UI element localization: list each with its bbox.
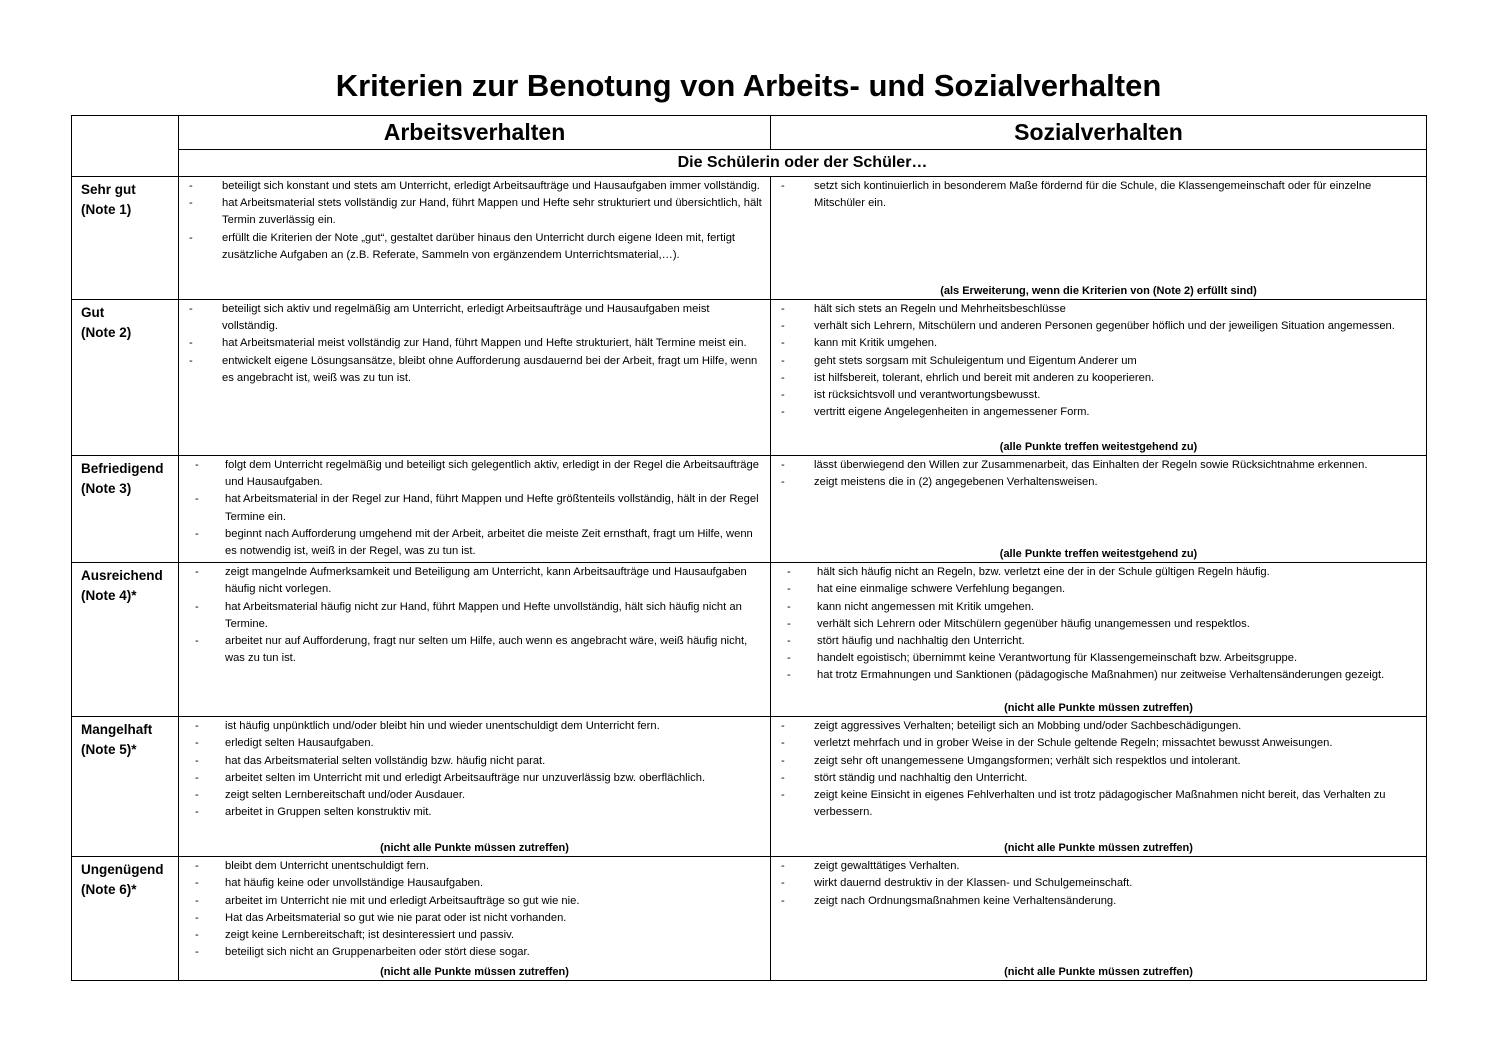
list-item: - hat das Arbeitsmaterial selten vollständig bzw. häufig nicht parat. (185, 753, 764, 770)
table-row (72, 563, 1427, 717)
list-item: - vertritt eigene Angelegenheiten in angemessener Form. (777, 404, 1420, 421)
social-criteria-list (777, 457, 1420, 491)
social-footnote: (nicht alle Punkte müssen zutreffen) (1004, 842, 1193, 855)
grade-cell (72, 300, 179, 456)
work-criteria-cell (179, 456, 771, 563)
list-item: - ist häufig unpünktlich und/oder bleibt hin und wieder unentschuldigt dem Unterricht fern. (185, 718, 764, 735)
list-item: - hat Arbeitsmaterial häufig nicht zur Hand, führt Mappen und Hefte unvollständig, hält sich häufig nicht an Termine. (185, 599, 764, 633)
social-footnote: (als Erweiterung, wenn die Kriterien von (Note 2) erfüllt sind) (940, 285, 1257, 297)
column-header-social: Sozialverhalten (771, 116, 1427, 150)
subheading: Die Schülerin oder der Schüler… (179, 150, 1427, 177)
social-criteria-list (777, 178, 1420, 212)
list-item: - zeigt keine Lernbereitschaft; ist desinteressiert und passiv. (185, 927, 764, 944)
table-row (72, 177, 1427, 300)
list-item: - handelt egoistisch; übernimmt keine Verantwortung für Klassengemeinschaft bzw. Arbeitsgruppe. (777, 650, 1420, 667)
work-criteria-cell (179, 300, 771, 456)
list-item: - lässt überwiegend den Willen zur Zusammenarbeit, das Einhalten der Regeln sowie Rücksichtnahme erkennen. (777, 457, 1420, 474)
grade-label: Befriedigend (81, 461, 164, 476)
work-criteria-cell (179, 177, 771, 300)
social-criteria-list (777, 301, 1420, 421)
list-item: - hat Arbeitsmaterial meist vollständig zur Hand, führt Mappen und Hefte strukturiert, hält Termine meist ein. (185, 335, 764, 352)
list-item: - arbeitet selten im Unterricht mit und erledigt Arbeitsaufträge nur unzuverlässig bzw. oberflächlich. (185, 770, 764, 787)
social-criteria-list (777, 564, 1420, 684)
list-item: - setzt sich kontinuierlich in besonderem Maße fördernd für die Schule, die Klassengemeinschaft oder für einzelne Mitschüler ein. (777, 178, 1420, 212)
grade-label: Gut (81, 305, 105, 320)
table-row (72, 717, 1427, 857)
grade-note: (Note 6)* (81, 882, 137, 898)
list-item: - hält sich häufig nicht an Regeln, bzw. verletzt eine der in der Schule gültigen Regeln häufig. (777, 564, 1420, 581)
grade-note: (Note 4)* (81, 588, 137, 604)
grade-note: (Note 1) (81, 202, 132, 217)
social-criteria-list (777, 718, 1420, 821)
list-item: - kann nicht angemessen mit Kritik umgehen. (777, 599, 1420, 616)
social-criteria-list (777, 858, 1420, 910)
social-footnote: (nicht alle Punkte müssen zutreffen) (1004, 966, 1193, 979)
list-item: - zeigt gewalttätiges Verhalten. (777, 858, 1420, 875)
work-criteria-list (185, 178, 764, 264)
list-item: - zeigt aggressives Verhalten; beteiligt sich an Mobbing und/oder Sachbeschädigungen. (777, 718, 1420, 735)
grade-cell (72, 717, 179, 857)
work-criteria-list (185, 301, 764, 387)
list-item: - zeigt meistens die in (2) angegebenen Verhaltensweisen. (777, 474, 1420, 491)
social-criteria-cell (771, 177, 1427, 300)
list-item: - stört häufig und nachhaltig den Unterricht. (777, 633, 1420, 650)
grade-label: Ungenügend (81, 862, 164, 878)
social-footnote: (nicht alle Punkte müssen zutreffen) (1004, 702, 1193, 715)
work-footnote: (nicht alle Punkte müssen zutreffen) (380, 842, 569, 855)
list-item: - ist rücksichtsvoll und verantwortungsbewusst. (777, 387, 1420, 404)
list-item: - bleibt dem Unterricht unentschuldigt fern. (185, 858, 764, 875)
list-item: - hat häufig keine oder unvollständige Hausaufgaben. (185, 875, 764, 892)
table-row (72, 857, 1427, 981)
page-title: Kriterien zur Benotung von Arbeits- und Sozialverhalten (335, 68, 1162, 103)
table-row (72, 300, 1427, 456)
list-item: - zeigt nach Ordnungsmaßnahmen keine Verhaltensänderung. (777, 893, 1420, 910)
list-item: - beteiligt sich nicht an Gruppenarbeiten oder stört diese sogar. (185, 944, 764, 961)
grade-cell (72, 857, 179, 981)
list-item: - kann mit Kritik umgehen. (777, 335, 1420, 352)
criteria-table (71, 115, 1427, 981)
list-item: - verhält sich Lehrern oder Mitschülern gegenüber häufig unangemessen und respektlos. (777, 616, 1420, 633)
list-item: - erfüllt die Kriterien der Note „gut“, gestaltet darüber hinaus den Unterricht durch eigene Ideen mit, fertigt zusätzliche Aufgaben an (z.B. Referate, Sammeln von ergänzendem Unterrichtsmaterial,…). (185, 230, 764, 264)
list-item: - verhält sich Lehrern, Mitschülern und anderen Personen gegenüber höflich und der jeweiligen Situation angemessen. (777, 318, 1420, 335)
list-item: - folgt dem Unterricht regelmäßig und beteiligt sich gelegentlich aktiv, erledigt in der Regel die Arbeitsaufträge und Hausaufgaben. (185, 457, 764, 491)
list-item: - zeigt sehr oft unangemessene Umgangsformen; verhält sich respektlos und intolerant. (777, 753, 1420, 770)
list-item: - ist hilfsbereit, tolerant, ehrlich und bereit mit anderen zu kooperieren. (777, 370, 1420, 387)
list-item: - zeigt keine Einsicht in eigenes Fehlverhalten und ist trotz pädagogischer Maßnahmen nicht bereit, das Verhalten zu verbessern. (777, 787, 1420, 821)
grade-cell (72, 456, 179, 563)
social-criteria-cell (771, 300, 1427, 456)
grade-note: (Note 2) (81, 325, 132, 340)
grade-note: (Note 3) (81, 481, 132, 496)
corner-cell (72, 116, 179, 177)
list-item: - beteiligt sich konstant und stets am Unterricht, erledigt Arbeitsaufträge und Hausaufgaben immer vollständig. (185, 178, 764, 195)
list-item: - zeigt selten Lernbereitschaft und/oder Ausdauer. (185, 787, 764, 804)
grade-label: Mangelhaft (81, 722, 153, 738)
column-header-work: Arbeitsverhalten (179, 116, 771, 150)
list-item: - hat eine einmalige schwere Verfehlung begangen. (777, 581, 1420, 598)
list-item: - arbeitet im Unterricht nie mit und erledigt Arbeitsaufträge so gut wie nie. (185, 893, 764, 910)
list-item: - hat Arbeitsmaterial in der Regel zur Hand, führt Mappen und Hefte größtenteils vollständig, hält in der Regel Termine ein. (185, 491, 764, 525)
work-criteria-cell (179, 717, 771, 857)
table-row (72, 456, 1427, 563)
social-criteria-cell (771, 857, 1427, 981)
list-item: - geht stets sorgsam mit Schuleigentum und Eigentum Anderer um (777, 353, 1420, 370)
grade-label: Ausreichend (81, 568, 163, 584)
list-item: - hält sich stets an Regeln und Mehrheitsbeschlüsse (777, 301, 1420, 318)
list-item: - arbeitet nur auf Aufforderung, fragt nur selten um Hilfe, auch wenn es angebracht wäre, weiß häufig nicht, was zu tun ist. (185, 633, 764, 667)
list-item: - erledigt selten Hausaufgaben. (185, 735, 764, 752)
grade-label: Sehr gut (81, 182, 136, 197)
grade-note: (Note 5)* (81, 742, 137, 758)
social-criteria-cell (771, 563, 1427, 717)
list-item: - beteiligt sich aktiv und regelmäßig am Unterricht, erledigt Arbeitsaufträge und Hausaufgaben meist vollständig. (185, 301, 764, 335)
social-footnote: (alle Punkte treffen weitestgehend zu) (999, 548, 1198, 561)
list-item: - stört ständig und nachhaltig den Unterricht. (777, 770, 1420, 787)
list-item: - Hat das Arbeitsmaterial so gut wie nie parat oder ist nicht vorhanden. (185, 910, 764, 927)
list-item: - hat trotz Ermahnungen und Sanktionen (pädagogische Maßnahmen) nur zeitweise Verhaltensänderungen gezeigt. (777, 667, 1420, 684)
list-item: - arbeitet in Gruppen selten konstruktiv mit. (185, 804, 764, 821)
grade-cell (72, 177, 179, 300)
list-item: - entwickelt eigene Lösungsansätze, bleibt ohne Aufforderung ausdauernd bei der Arbeit, fragt um Hilfe, wenn es angebracht ist, weiß was zu tun ist. (185, 353, 764, 387)
list-item: - hat Arbeitsmaterial stets vollständig zur Hand, führt Mappen und Hefte sehr strukturiert und übersichtlich, hält Termin zuverlässig ein. (185, 195, 764, 229)
work-criteria-cell (179, 857, 771, 981)
work-criteria-list (185, 564, 764, 667)
list-item: - wirkt dauernd destruktiv in der Klassen- und Schulgemeinschaft. (777, 875, 1420, 892)
grade-cell (72, 563, 179, 717)
work-criteria-list (185, 858, 764, 961)
work-criteria-cell (179, 563, 771, 717)
list-item: - beginnt nach Aufforderung umgehend mit der Arbeit, arbeitet die meiste Zeit ernsthaft, fragt um Hilfe, wenn es notwendig ist, weiß in der Regel, was zu tun ist. (185, 526, 764, 560)
work-criteria-list (185, 457, 764, 560)
social-footnote: (alle Punkte treffen weitestgehend zu) (999, 441, 1198, 453)
social-criteria-cell (771, 717, 1427, 857)
work-footnote: (nicht alle Punkte müssen zutreffen) (380, 966, 569, 979)
list-item: - verletzt mehrfach und in grober Weise in der Schule geltende Regeln; missachtet bewusst Anweisungen. (777, 735, 1420, 752)
social-criteria-cell (771, 456, 1427, 563)
work-criteria-list (185, 718, 764, 821)
list-item: - zeigt mangelnde Aufmerksamkeit und Beteiligung am Unterricht, kann Arbeitsaufträge und Hausaufgaben häufig nicht vorlegen. (185, 564, 764, 598)
